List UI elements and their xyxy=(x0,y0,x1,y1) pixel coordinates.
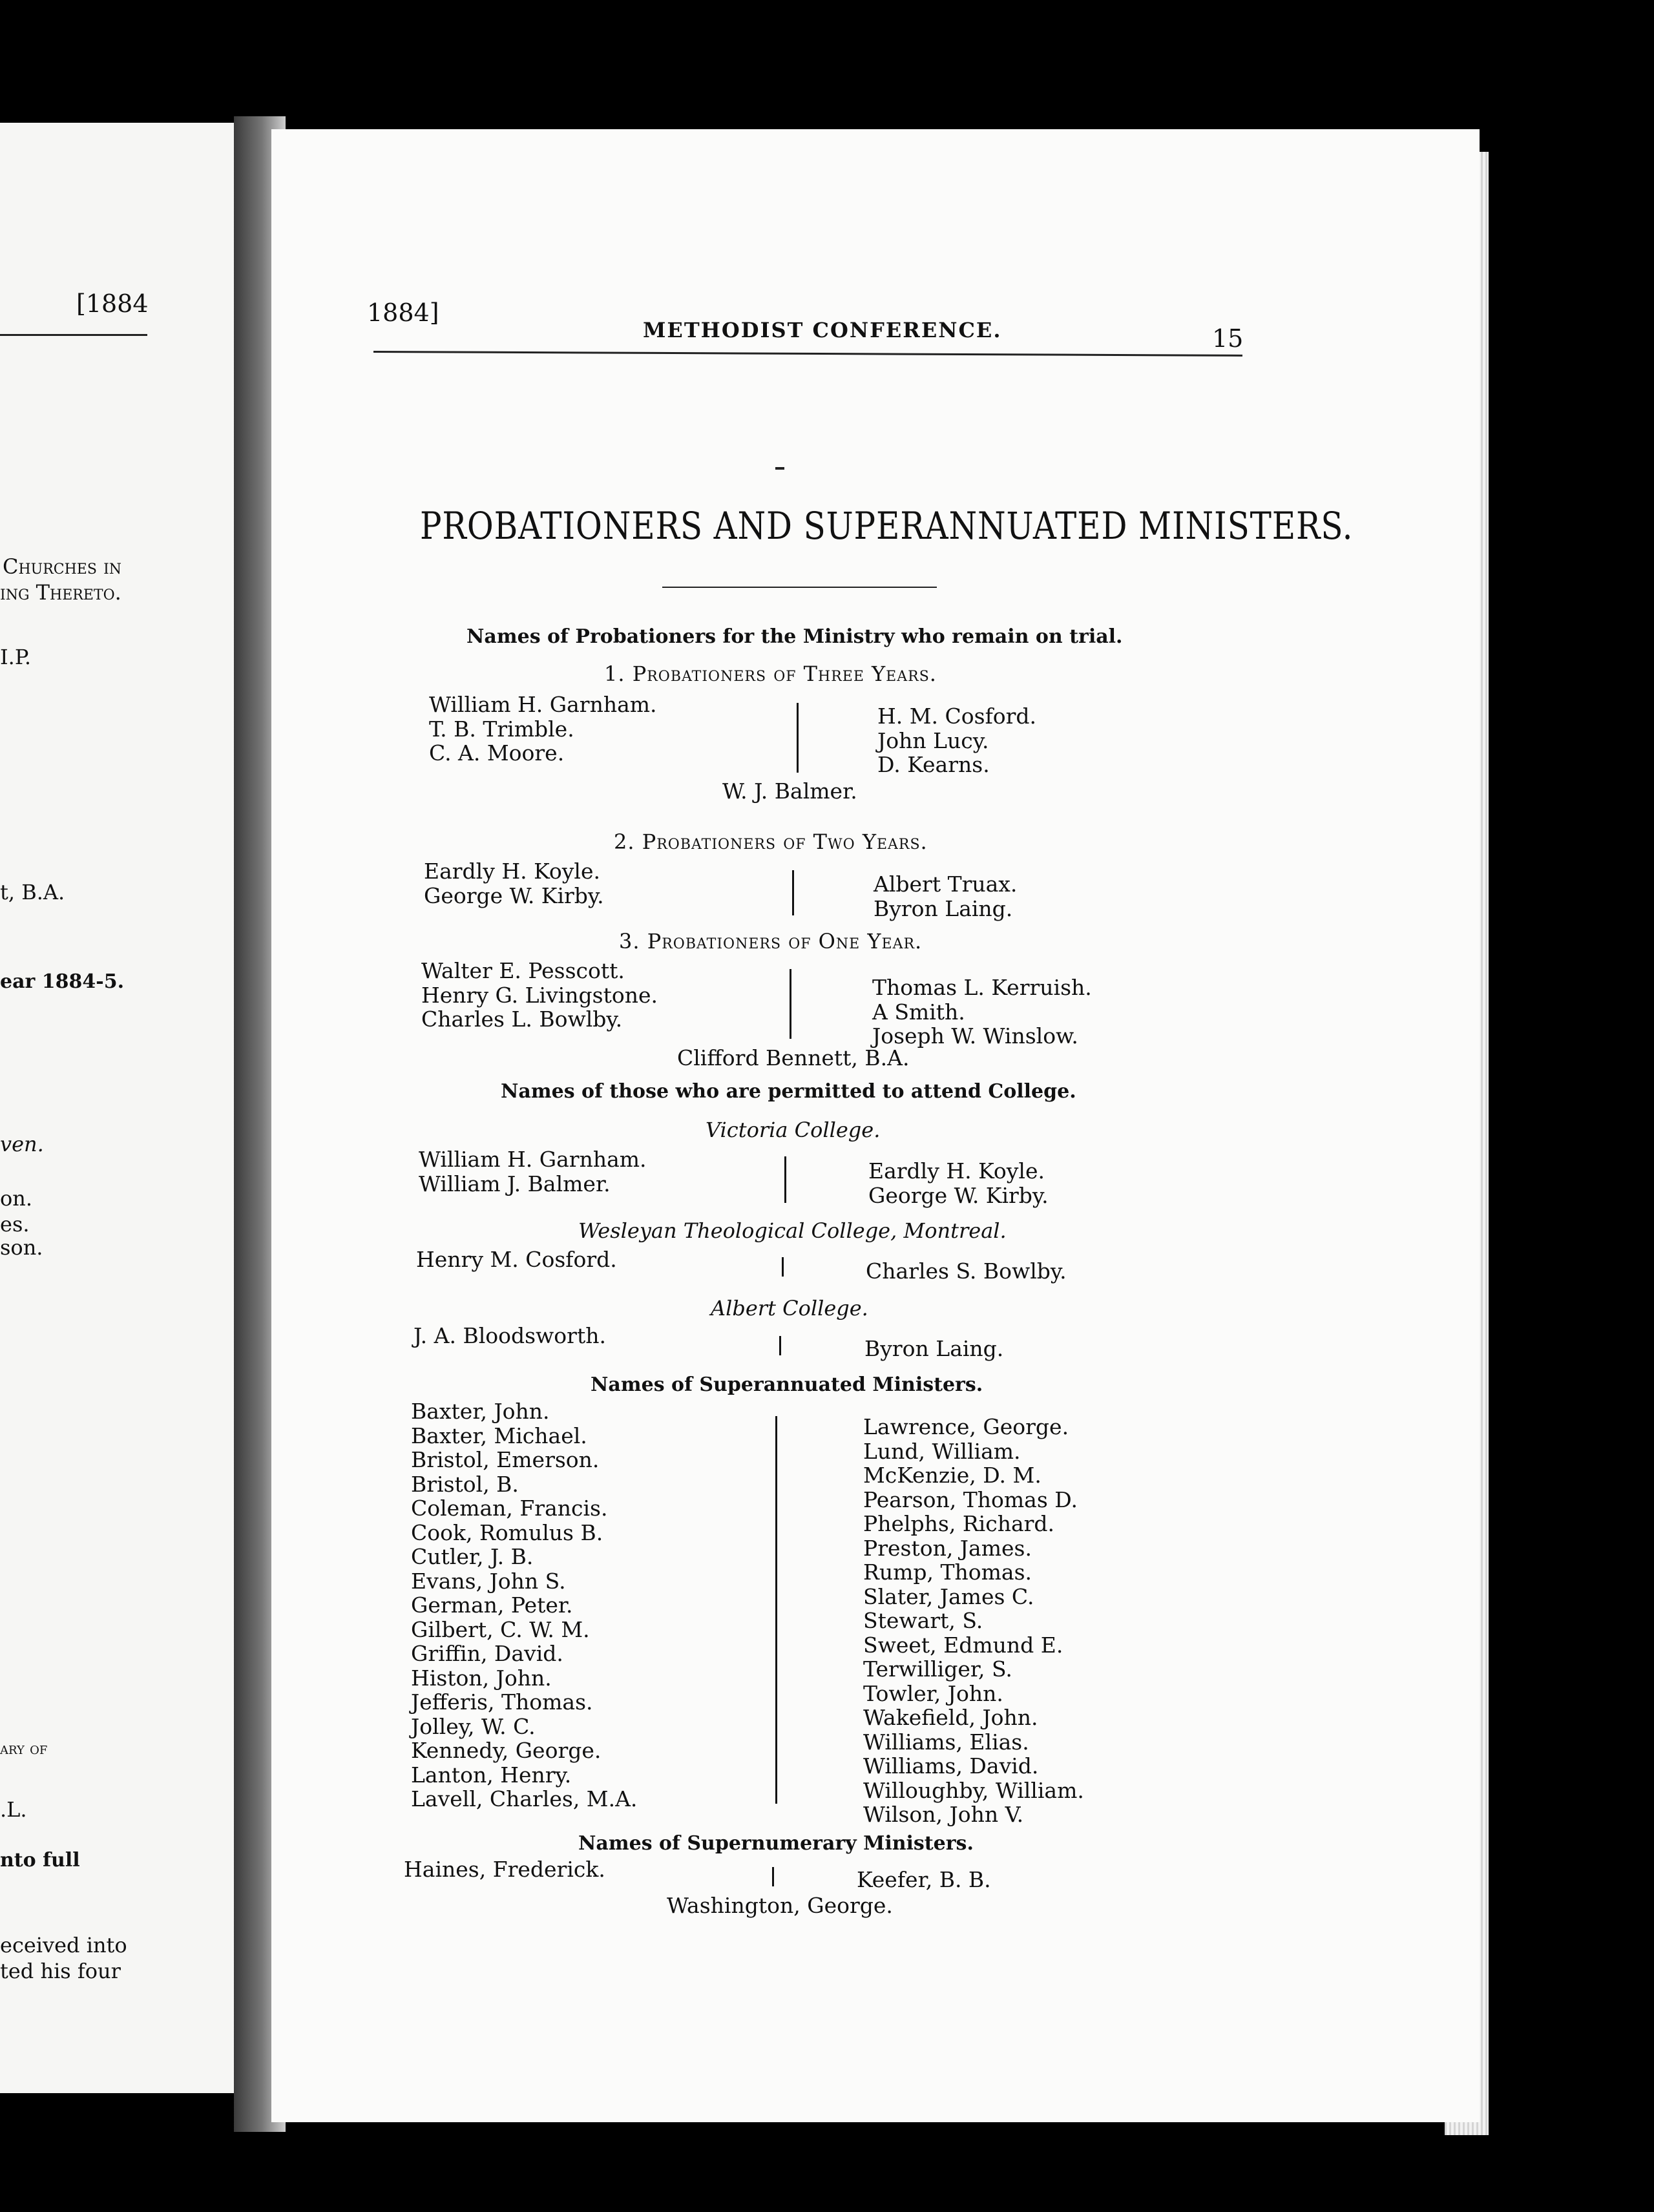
list-item: Griffin, David. xyxy=(411,1641,563,1666)
list-item: Byron Laing. xyxy=(874,895,1013,921)
list-item: McKenzie, D. M. xyxy=(863,1463,1042,1488)
column-divider xyxy=(779,1336,781,1355)
wesleyan-right: Charles S. Bowlby. xyxy=(866,1258,1067,1284)
list-item: Thomas L. Kerruish. xyxy=(872,975,1092,1000)
victoria-right xyxy=(868,1159,1049,1207)
one-year-left xyxy=(421,959,658,1032)
victoria-college-name: Victoria College. xyxy=(706,1118,881,1142)
left-page-fragment xyxy=(0,123,255,2093)
list-item: Towler, John. xyxy=(863,1680,1003,1706)
supernumerary-left: Haines, Frederick. xyxy=(404,1857,605,1882)
list-item: Stewart, S. xyxy=(863,1608,983,1633)
column-divider xyxy=(775,1416,777,1804)
list-item: Henry G. Livingstone. xyxy=(421,982,658,1008)
superannuated-right xyxy=(863,1415,1084,1827)
superannuated-heading: Names of Superannuated Ministers. xyxy=(591,1373,983,1396)
running-title: METHODIST CONFERENCE. xyxy=(643,318,1002,342)
left-line: es. xyxy=(0,1212,30,1236)
list-item: H. M. Cosford. xyxy=(877,704,1037,729)
list-item: Terwilliger, S. xyxy=(863,1656,1012,1682)
supernumerary-heading: Names of Supernumerary Ministers. xyxy=(578,1832,974,1855)
list-item: Sweet, Edmund E. xyxy=(863,1632,1063,1658)
list-item: William H. Garnham. xyxy=(429,692,657,717)
list-item: Lanton, Henry. xyxy=(411,1762,572,1788)
one-year-heading: 3. Probationers of One Year. xyxy=(619,929,923,954)
two-years-left xyxy=(424,859,604,908)
list-item: Lund, William. xyxy=(863,1438,1021,1464)
victoria-left xyxy=(419,1147,647,1196)
list-item: William J. Balmer. xyxy=(419,1171,611,1196)
list-item: Wilson, John V. xyxy=(863,1802,1024,1827)
left-line: eceived into xyxy=(0,1933,127,1957)
list-item: Phelphs, Richard. xyxy=(863,1511,1055,1536)
list-item: John Lucy. xyxy=(877,727,989,753)
left-line: Churches in xyxy=(3,554,122,579)
list-item: Jefferis, Thomas. xyxy=(411,1689,593,1715)
three-years-left xyxy=(429,693,657,766)
list-item: T. B. Trimble. xyxy=(429,716,574,742)
list-item: Lavell, Charles, M.A. xyxy=(411,1786,638,1811)
list-item: Coleman, Francis. xyxy=(411,1496,608,1521)
list-item: Bristol, Emerson. xyxy=(411,1447,600,1472)
list-item: Jolley, W. C. xyxy=(411,1713,536,1739)
left-line: ary of xyxy=(0,1739,48,1758)
column-divider xyxy=(797,703,799,773)
list-item: Pearson, Thomas D. xyxy=(863,1487,1078,1512)
one-year-right xyxy=(872,976,1092,1049)
list-item: German, Peter. xyxy=(411,1592,573,1618)
superannuated-left xyxy=(411,1399,637,1811)
wesleyan-left: Henry M. Cosford. xyxy=(416,1247,617,1272)
list-item: Preston, James. xyxy=(863,1535,1032,1561)
left-page-year: [1884 xyxy=(76,289,149,318)
three-years-right xyxy=(877,704,1036,777)
list-item: Slater, James C. xyxy=(863,1583,1034,1609)
three-years-center: W. J. Balmer. xyxy=(722,778,857,804)
two-years-right xyxy=(874,872,1017,921)
left-line: ing Thereto. xyxy=(0,580,121,605)
three-years-heading: 1. Probationers of Three Years. xyxy=(604,662,937,686)
page-title: PROBATIONERS AND SUPERANNUATED MINISTERS. xyxy=(420,504,1354,548)
header-year: 1884] xyxy=(367,298,439,327)
list-item: Gilbert, C. W. M. xyxy=(411,1616,590,1642)
list-item: Eardly H. Koyle. xyxy=(868,1158,1045,1184)
list-item: Cutler, J. B. xyxy=(411,1544,534,1569)
list-item: Walter E. Pesscott. xyxy=(421,958,625,983)
column-divider xyxy=(792,870,794,915)
column-divider xyxy=(772,1867,774,1886)
list-item: Joseph W. Winslow. xyxy=(872,1023,1078,1049)
column-divider xyxy=(784,1156,786,1203)
supernumerary-center: Washington, George. xyxy=(667,1893,893,1918)
list-item: Williams, David. xyxy=(863,1753,1039,1779)
column-divider xyxy=(782,1257,784,1277)
probationers-heading: Names of Probationers for the Ministry who remain on trial. xyxy=(466,625,1123,648)
list-item: Charles L. Bowlby. xyxy=(421,1007,623,1032)
list-item: Histon, John. xyxy=(411,1665,552,1691)
list-item: Baxter, John. xyxy=(411,1399,550,1424)
two-years-heading: 2. Probationers of Two Years. xyxy=(614,830,928,854)
left-line: I.P. xyxy=(0,645,32,669)
list-item: George W. Kirby. xyxy=(868,1182,1049,1208)
albert-right: Byron Laing. xyxy=(864,1336,1004,1361)
left-line: ven. xyxy=(0,1132,44,1156)
left-line: son. xyxy=(0,1235,43,1260)
list-item: Kennedy, George. xyxy=(411,1738,602,1763)
list-item: Willoughby, William. xyxy=(863,1777,1084,1803)
page-number: 15 xyxy=(1212,324,1244,353)
one-year-center: Clifford Bennett, B.A. xyxy=(677,1045,910,1070)
list-item: Rump, Thomas. xyxy=(863,1560,1032,1585)
list-item: Baxter, Michael. xyxy=(411,1423,587,1448)
list-item: Evans, John S. xyxy=(411,1568,566,1594)
left-line: t, B.A. xyxy=(0,880,65,904)
supernumerary-right: Keefer, B. B. xyxy=(857,1867,991,1892)
left-line: ted his four xyxy=(0,1959,121,1983)
list-item: William H. Garnham. xyxy=(419,1147,647,1172)
list-item: Wakefield, John. xyxy=(863,1705,1038,1730)
list-item: Cook, Romulus B. xyxy=(411,1519,603,1545)
list-item: George W. Kirby. xyxy=(424,882,604,908)
list-item: C. A. Moore. xyxy=(429,740,565,766)
list-item: A Smith. xyxy=(872,999,965,1025)
title-rule xyxy=(662,587,937,588)
dash-mark xyxy=(775,467,784,470)
albert-college-name: Albert College. xyxy=(711,1296,868,1320)
left-line: on. xyxy=(0,1186,33,1211)
college-heading: Names of those who are permitted to attend College. xyxy=(501,1080,1076,1103)
list-item: Lawrence, George. xyxy=(863,1414,1069,1439)
list-item: Albert Truax. xyxy=(874,871,1018,897)
list-item: Bristol, B. xyxy=(411,1471,519,1497)
list-item: Williams, Elias. xyxy=(863,1729,1029,1755)
left-line: .L. xyxy=(0,1797,27,1822)
left-header-rule xyxy=(0,334,147,336)
column-divider xyxy=(790,969,791,1039)
left-line: nto full xyxy=(0,1849,80,1872)
list-item: D. Kearns. xyxy=(877,752,990,777)
wesleyan-college-name: Wesleyan Theological College, Montreal. xyxy=(578,1218,1007,1243)
albert-left: J. A. Bloodsworth. xyxy=(414,1323,606,1348)
list-item: Eardly H. Koyle. xyxy=(424,859,600,884)
left-line: ear 1884-5. xyxy=(0,970,125,993)
